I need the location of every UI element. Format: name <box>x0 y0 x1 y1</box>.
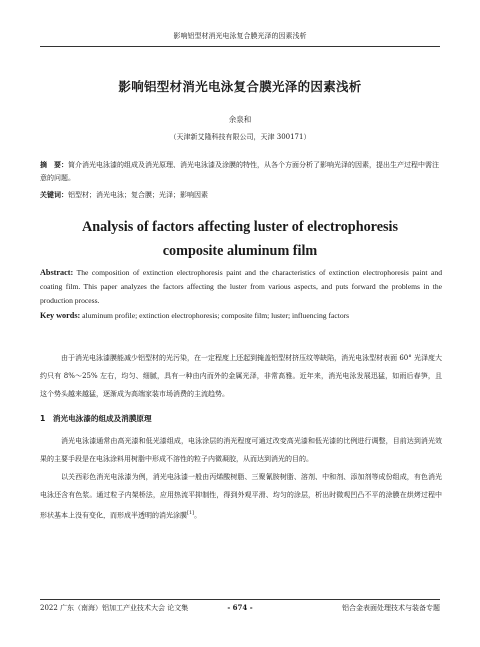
keywords-en-text: aluminum profile; extinction electrophoresis; composite film; luster; influencing factors <box>82 311 350 320</box>
keywords-en <box>40 309 442 323</box>
title-en-line2: composite aluminum film <box>162 243 318 259</box>
abstract-cn <box>40 159 442 185</box>
title-cn: 影响铝型材消光电泳复合膜光泽的因素浅析 <box>118 79 362 94</box>
section-paragraph-1: 消光电泳漆通常由高光漆和低光漆组成，电泳涂层的消光程度可通过改变高光漆和低光漆的比例进行调整，目前达到消光效果的主要手段是在电泳涂料用树脂中形成不溶性的粒子内微凝胶，从而达到消光的目的。 <box>40 437 442 463</box>
keywords-cn-text: 铝型材；消光电泳；复合膜；光泽；影响因素 <box>68 191 208 199</box>
intro-paragraph: 由于消光电泳漆膜能减少铝型材的光污染，在一定程度上还起到掩盖铝型材挤压纹等缺陷，消光电泳型材表面 60° 光泽度大约只有 8%～25% 左右，均匀、细腻，具有一种由内而外的金属光泽，非常高雅。近年来，消光电泳发展迅猛，如雨后春笋，且这个势头越来越猛，逐渐成为高端家装市场消费的主流趋势。 <box>40 354 442 398</box>
citation-ref: [1] <box>187 510 195 516</box>
keywords-cn-label: 关键词： <box>40 191 68 199</box>
footer-right: 铝合金表面处理技术与装备专题 <box>342 604 440 612</box>
abstract-cn-label: 摘 要： <box>40 161 68 169</box>
running-header: 影响铝型材消光电泳复合膜光泽的因素浅析 <box>173 32 307 40</box>
keywords-cn <box>40 189 442 202</box>
footer-rule <box>40 599 440 600</box>
footer-left: 2022 广东（南海）铝加工产业技术大会 论文集 <box>40 604 189 612</box>
section-paragraph-2-text: 以关西彩色消光电泳漆为例，消光电泳漆一般由丙烯酸树脂、三聚氰胺树脂、溶剂、中和剂、添加剂等成份组成，有色消光电泳还含有色浆。通过粒子内架桥法，应用热流平抑制性，得到外观平滑、均匀的涂层，析出时微观凹凸不平的涂膜在烘烤过程中形状基本上没有变化，而形成半透明的消光涂膜 <box>40 473 442 520</box>
section-paragraph-2 <box>40 468 442 524</box>
abstract-en-label: Abstract: <box>40 268 74 277</box>
section-heading: 1 消光电泳漆的组成及消膜原理 <box>40 414 152 423</box>
page-number: - 674 - <box>227 603 253 612</box>
abstract-en <box>40 266 442 309</box>
affiliation: （天津新艾隆科技有限公司，天津 300171） <box>169 133 311 141</box>
abstract-en-text: The composition of extinction electrophoresis paint and the characteristics of extinction electrophoresis paint and coating film. This paper analyzes the factors affecting the luster from various aspects, and puts forward the problems in the production process. <box>40 268 442 306</box>
author: 余泉和 <box>228 115 252 124</box>
header-rule <box>40 46 440 47</box>
keywords-en-label: Key words: <box>40 311 81 320</box>
section-paragraph-2-end: 。 <box>194 511 202 520</box>
title-en-line1: Analysis of factors affecting luster of electrophoresis <box>81 219 398 235</box>
abstract-cn-text: 简介消光电泳漆的组成及消光原理、消光电泳漆及涂膜的特性，从各个方面分析了影响光泽的因素，提出生产过程中需注意的问题。 <box>40 161 439 182</box>
